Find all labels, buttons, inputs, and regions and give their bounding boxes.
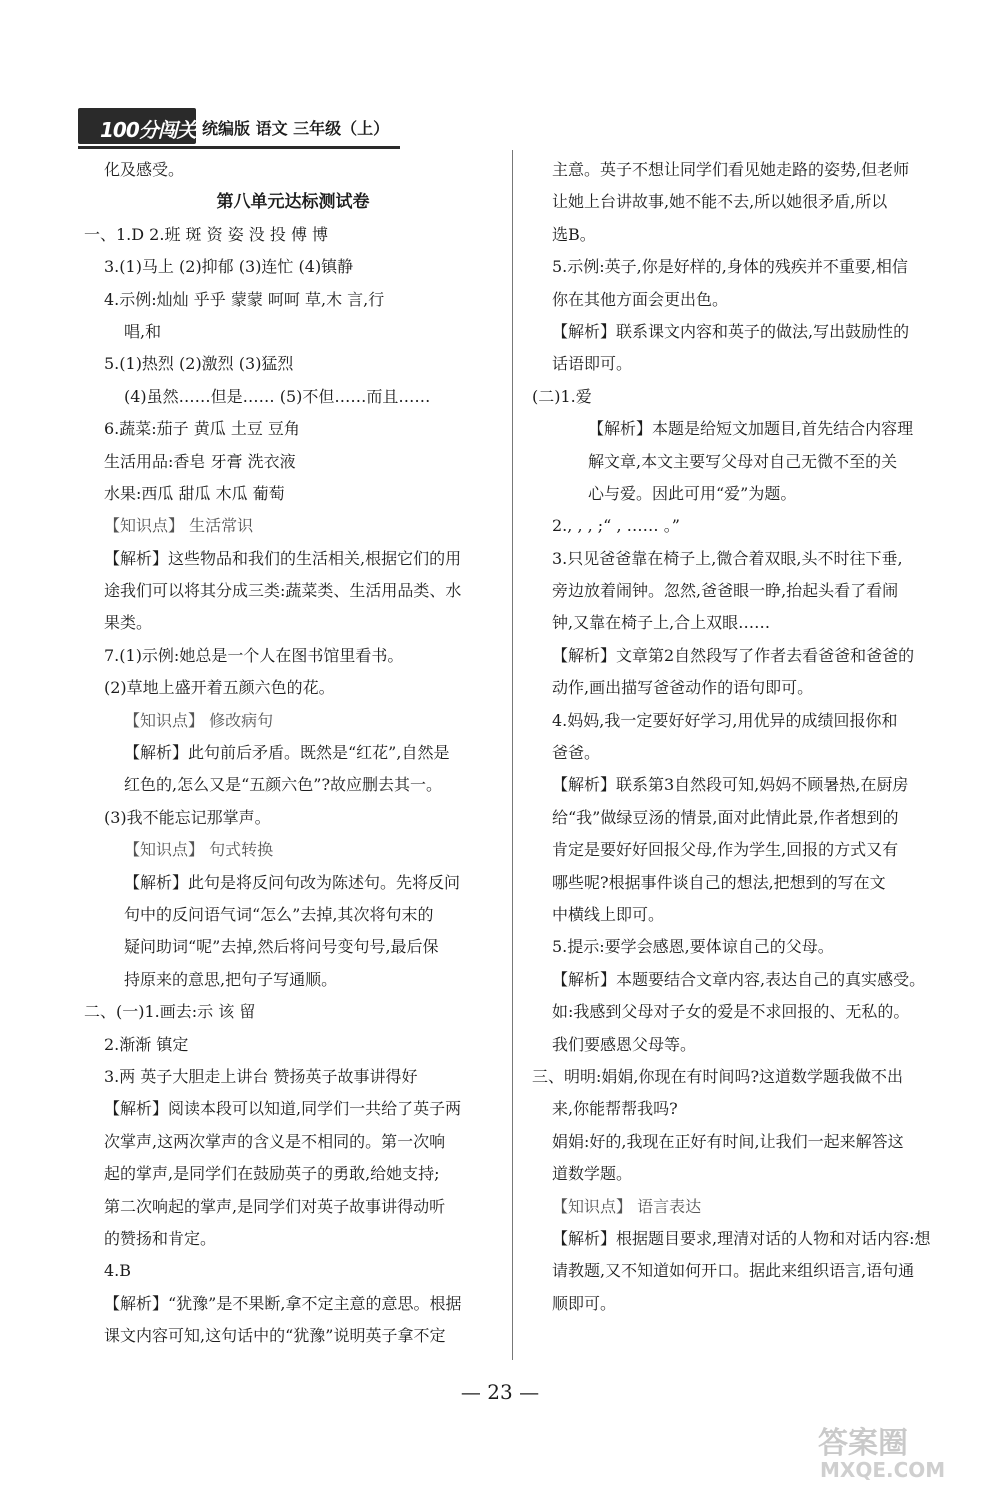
right-column-line: 请教题,又不知道如何开口。据此来组织语言,语句通	[552, 1261, 915, 1281]
left-column-line: 5.(1)热烈 (2)激烈 (3)猛烈	[104, 354, 294, 374]
right-column-line: 【解析】根据题目要求,理清对话的人物和对话内容:想	[552, 1228, 931, 1248]
right-column-line: 肯定是要好好回报父母,作为学生,回报的方式又有	[552, 840, 899, 860]
left-column-line: 途我们可以将其分成三类:蔬菜类、生活用品类、水	[104, 581, 462, 601]
left-column-line: 起的掌声,是同学们在鼓励英子的勇敢,给她支持;	[104, 1164, 440, 1184]
left-column-line: 6.蔬菜:茄子 黄瓜 土豆 豆角	[104, 419, 300, 439]
series-logo-text: 100分闯关	[100, 118, 196, 142]
left-column-line: 【解析】此句前后矛盾。既然是“红花”,自然是	[124, 743, 450, 763]
right-column-line: 心与爱。因此可用“爱”为题。	[588, 483, 797, 503]
left-column-line: (2)草地上盛开着五颜六色的花。	[104, 678, 335, 698]
left-column-line: 疑问助词“呢”去掉,然后将问号变句号,最后保	[124, 937, 439, 957]
right-column-line: 顺即可。	[552, 1293, 617, 1313]
left-column-line: 次掌声,这两次掌声的含义是不相同的。第一次响	[104, 1131, 446, 1151]
right-column	[532, 154, 952, 1320]
right-column-line: 解文章,本文主要写父母对自己无微不至的关	[588, 451, 898, 471]
right-column-line: 4.妈妈,我一定要好好学习,用优异的成绩回报你和	[552, 710, 898, 730]
left-column-line: 句中的反问语气词“怎么”去掉,其次将句末的	[124, 904, 434, 924]
right-column-line: 动作,画出描写爸爸动作的语句即可。	[552, 678, 814, 698]
right-column-line: 【知识点】 语言表达	[552, 1196, 702, 1216]
left-column-line: 3.(1)马上 (2)抑郁 (3)连忙 (4)镇静	[104, 257, 354, 277]
left-column-line: 课文内容可知,这句话中的“犹豫”说明英子拿不定	[104, 1326, 446, 1346]
left-column-line: 4.B	[104, 1261, 132, 1281]
right-column-line: 你在其他方面会更出色。	[552, 289, 729, 309]
right-column-line: 给“我”做绿豆汤的情景,面对此情此景,作者想到的	[552, 807, 899, 827]
left-column-line: 【解析】“犹豫”是不果断,拿不定主意的意思。根据	[104, 1293, 462, 1313]
book-title: 统编版 语文 三年级（上）	[202, 119, 390, 138]
right-column-line: 旁边放着闹钟。忽然,爸爸眼一睁,抬起头看了看闹	[552, 581, 899, 601]
left-column-line: 【解析】阅读本段可以知道,同学们一共给了英子两	[104, 1099, 462, 1119]
left-column-line: 二、(一)1.画去:示 该 留	[84, 1002, 256, 1022]
left-column	[84, 154, 502, 1352]
right-column-line: (二)1.爱	[532, 386, 592, 406]
right-column-line: 3.只见爸爸靠在椅子上,微合着双眼,头不时往下垂,	[552, 548, 903, 568]
left-column-line: 2.渐渐 镇定	[104, 1034, 189, 1054]
right-column-line: 5.提示:要学会感恩,要体谅自己的父母。	[552, 937, 834, 957]
right-column-line: 选B。	[552, 224, 596, 244]
left-column-line: 唱,和	[124, 321, 162, 341]
left-column-line: 【知识点】 修改病句	[124, 710, 274, 730]
right-column-line: 【解析】联系第3自然段可知,妈妈不顾暑热,在厨房	[552, 775, 909, 795]
left-column-line: 3.两 英子大胆走上讲台 赞扬英子故事讲得好	[104, 1066, 418, 1086]
right-column-line: 我们要感恩父母等。	[552, 1034, 697, 1054]
left-column-line: 【知识点】 生活常识	[104, 516, 254, 536]
left-column-line: 7.(1)示例:她总是一个人在图书馆里看书。	[104, 645, 404, 665]
left-column-line: 一、1.D 2.班 斑 资 姿 没 投 傅 博	[84, 224, 329, 244]
left-column-line: 4.示例:灿灿 乎乎 蒙蒙 呵呵 草,木 言,行	[104, 289, 385, 309]
right-column-line: 【解析】本题是给短文加题目,首先结合内容理	[588, 419, 914, 439]
column-divider	[512, 150, 513, 1360]
left-column-line: 果类。	[104, 613, 153, 633]
watermark-logo: 答案圈	[818, 1426, 908, 1461]
right-column-line: 三、明明:娟娟,你现在有时间吗?这道数学题我做不出	[532, 1066, 904, 1086]
watermark-site: MXQE.COM	[820, 1458, 946, 1482]
series-logo	[78, 108, 196, 144]
left-column-line: 的赞扬和肯定。	[104, 1228, 217, 1248]
right-column-line: 如:我感到父母对子女的爱是不求回报的、无私的。	[552, 1002, 910, 1022]
left-column-line: 持原来的意思,把句子写通顺。	[124, 969, 338, 989]
left-column-line: (4)虽然……但是…… (5)不但……而且……	[124, 386, 431, 406]
left-column-line: 【知识点】 句式转换	[124, 840, 274, 860]
right-column-line: 话语即可。	[552, 354, 633, 374]
left-column-line: 化及感受。	[104, 160, 185, 179]
right-column-line: 让她上台讲故事,她不能不去,所以她很矛盾,所以	[552, 192, 888, 212]
header-rule	[78, 146, 400, 149]
left-column-line: 【解析】此句是将反问句改为陈述句。先将反问	[124, 872, 461, 892]
right-column-line: 中横线上即可。	[552, 904, 665, 924]
page-header	[78, 104, 400, 152]
right-column-line: 【解析】联系课文内容和英子的做法,写出鼓励性的	[552, 321, 910, 341]
right-column-line: 娟娟:好的,我现在正好有时间,让我们一起来解答这	[552, 1131, 904, 1151]
right-column-line: 主意。英子不想让同学们看见她走路的姿势,但老师	[552, 160, 910, 179]
right-column-line: 爸爸。	[552, 743, 601, 763]
left-column-line: 红色的,怎么又是“五颜六色”?故应删去其一。	[124, 775, 443, 795]
left-column-line: 第八单元达标测试卷	[216, 192, 370, 213]
right-column-line: 【解析】文章第2自然段写了作者去看爸爸和爸爸的	[552, 645, 915, 665]
right-column-line: 钟,又靠在椅子上,合上双眼……	[552, 613, 771, 633]
left-column-line: 第二次响起的掌声,是同学们对英子故事讲得动听	[104, 1196, 446, 1216]
left-column-line: 生活用品:香皂 牙膏 洗衣液	[104, 451, 296, 471]
right-column-line: 【解析】本题要结合文章内容,表达自己的真实感受。	[552, 969, 926, 989]
right-column-line: 哪些呢?根据事件谈自己的想法,把想到的写在文	[552, 872, 886, 892]
left-column-line: 【解析】这些物品和我们的生活相关,根据它们的用	[104, 548, 462, 568]
right-column-line: 来,你能帮帮我吗?	[552, 1099, 678, 1119]
right-column-line: 5.示例:英子,你是好样的,身体的残疾并不重要,相信	[552, 257, 908, 277]
right-column-line: 2., , , ;“ , …… 。”	[552, 516, 680, 536]
left-column-line: (3)我不能忘记那掌声。	[104, 807, 271, 827]
left-column-line: 水果:西瓜 甜瓜 木瓜 葡萄	[104, 483, 285, 503]
right-column-line: 道数学题。	[552, 1164, 633, 1184]
page-number: — 23 —	[460, 1380, 540, 1404]
